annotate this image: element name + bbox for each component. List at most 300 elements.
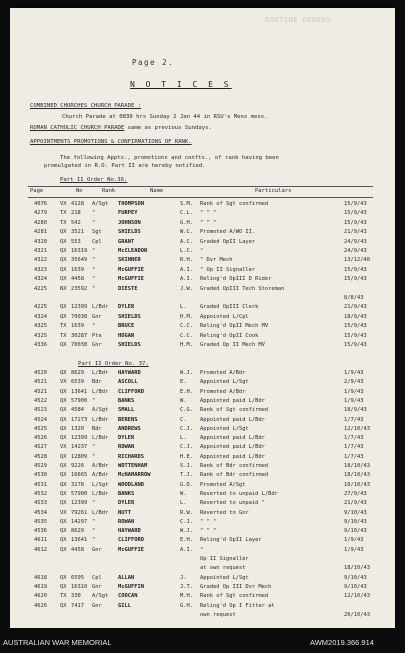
- cell-date: 15/9/43: [344, 332, 367, 339]
- cell-no: 4128: [71, 201, 84, 207]
- table-row: [10, 565, 395, 572]
- cell-part: Op II Signaller: [200, 556, 249, 562]
- table-row: [10, 342, 395, 349]
- cell-name: HAYWARD: [118, 370, 141, 376]
- cell-part: Appointed paid L/Bdr: [200, 453, 265, 460]
- cell-part: " " ": [200, 528, 217, 535]
- cell-p: 4525: [34, 425, 47, 432]
- cell-init: C.C.: [180, 323, 193, 330]
- cell-init: E.H.: [180, 388, 193, 395]
- col-page: Page: [30, 188, 44, 194]
- cell-pre: QX: [60, 528, 67, 535]
- cell-no: 16319: [71, 248, 88, 254]
- cell-p: 4321: [34, 248, 47, 254]
- cell-name: BANKS: [118, 490, 135, 497]
- cell-p: 4523: [34, 407, 47, 414]
- cell-init: C.C.: [180, 332, 193, 339]
- cell-name: SKINNER: [118, 257, 141, 264]
- document-sheet: [10, 8, 395, 628]
- cell-pre: QX: [60, 370, 67, 376]
- table-row: [10, 547, 395, 554]
- cell-no: 70038: [71, 342, 88, 348]
- table-row: [10, 612, 395, 619]
- appointments-text-2: promulgated in R.O. Part II are hereby notified.: [44, 163, 206, 169]
- cell-rank: ": [92, 210, 96, 217]
- cell-rank: ": [92, 219, 96, 226]
- cell-no: 79261: [71, 509, 88, 516]
- cell-date: 10/10/43: [344, 481, 370, 488]
- cell-no: 12809: [71, 453, 88, 460]
- cell-date: 9/10/43: [344, 583, 367, 590]
- cell-name: CLIFFORD: [118, 537, 144, 544]
- cell-pre: QX: [60, 463, 67, 469]
- cell-rank: Gnr: [92, 583, 102, 590]
- cell-p: 4535: [34, 518, 47, 525]
- rc-parade-text: same as previous Sundays.: [124, 125, 212, 131]
- cell-part: Appointed L/Sgt: [200, 379, 249, 386]
- cell-no: 12399: [71, 500, 88, 507]
- col-name: Name: [150, 188, 164, 194]
- cell-pre: QX: [60, 546, 67, 553]
- cell-p: 4324: [34, 313, 47, 320]
- cell-part: Promoted A/Sgt: [200, 481, 246, 488]
- cell-part: Graded Op III Dvr Mech: [200, 583, 272, 590]
- cell-p: 4534: [34, 509, 47, 516]
- cell-date: 27/9/43: [344, 490, 367, 497]
- cell-no: 57900: [71, 490, 88, 497]
- table-row: [10, 276, 395, 283]
- cell-p: 4320: [34, 238, 47, 245]
- cell-date: 1/7/43: [344, 453, 364, 460]
- cell-no: 13641: [71, 388, 88, 395]
- page-number: Page 2.: [132, 58, 175, 67]
- cell-date: 15/9/43: [344, 342, 367, 348]
- cell-name: HOGAN: [118, 332, 135, 339]
- order-37-heading: Part II Order No. 37.: [78, 361, 149, 367]
- cell-p: 4325: [34, 323, 47, 330]
- cell-pre: QX: [60, 602, 67, 609]
- cell-pre: QX: [60, 435, 67, 442]
- table-row: [10, 603, 395, 610]
- cell-rank: ": [92, 500, 96, 507]
- cell-part: Graded OpIII Clerk: [200, 304, 259, 311]
- cell-init: W.: [180, 490, 187, 497]
- cell-date: 15/9/43: [344, 219, 367, 226]
- table-row: [10, 210, 395, 217]
- cell-init: G.H.: [180, 219, 193, 226]
- cell-rank: ": [92, 257, 96, 264]
- cell-part: Rank of Sgt confirmed: [200, 201, 269, 207]
- cell-p: 4524: [34, 416, 47, 423]
- cell-no: 23592: [71, 285, 88, 292]
- cell-init: G.D.: [180, 481, 193, 488]
- cell-rank: L/Bdr: [92, 304, 109, 311]
- table-row: [10, 323, 395, 330]
- table-row: [10, 304, 395, 311]
- table-row: [10, 389, 395, 396]
- cell-pre: VX: [60, 379, 67, 386]
- cell-no: 218: [71, 210, 81, 217]
- cell-name: DYLER: [118, 304, 135, 311]
- cell-p: 4527: [34, 444, 47, 451]
- cell-date: 18/10/43: [344, 472, 370, 479]
- cell-name: GILL: [118, 602, 131, 609]
- cell-part: Rank of Bdr confirmed: [200, 472, 269, 479]
- table-row: [10, 295, 395, 302]
- cell-p: 4279: [34, 210, 47, 217]
- table-row: [10, 257, 395, 264]
- cell-date: 24/9/43: [344, 248, 367, 254]
- cell-rank: ": [92, 453, 96, 460]
- cell-part: Promoted A/Bdr: [200, 388, 246, 395]
- cell-part: Reling'd OpII Layer: [200, 537, 262, 544]
- table-row: [10, 398, 395, 405]
- cell-no: 330: [71, 593, 81, 600]
- cell-part: Reling'd Op I Fitter at: [200, 602, 275, 609]
- cell-rank: L/Bdr: [92, 435, 109, 442]
- cell-name: ASCOLL: [118, 379, 138, 386]
- cell-init: J.: [180, 574, 187, 581]
- cell-pre: QX: [60, 313, 67, 320]
- cell-name: NUTT: [118, 509, 131, 516]
- cell-p: 4618: [34, 574, 47, 581]
- cell-pre: QX: [60, 537, 67, 544]
- cell-pre: QX: [60, 481, 67, 488]
- cell-date: 9/10/43: [344, 574, 367, 581]
- cell-name: GRANT: [118, 238, 135, 245]
- cell-date: 2/9/43: [344, 379, 364, 386]
- cell-no: 542: [71, 219, 81, 226]
- cell-p: 4324: [34, 276, 47, 283]
- cell-p: 4280: [34, 219, 47, 226]
- cell-name: ANDREWS: [118, 425, 141, 432]
- cell-pre: QX: [60, 472, 67, 479]
- notices-title: N O T I C E S: [130, 80, 232, 89]
- cell-name: ALLAN: [118, 574, 135, 581]
- cell-part: Reverted to unpaid L/Bdr: [200, 490, 278, 497]
- table-row: [10, 510, 395, 517]
- cell-rank: L/Bdr: [92, 509, 109, 516]
- cell-rank: ": [92, 248, 96, 254]
- cell-init: R.W.: [180, 509, 193, 516]
- cell-date: 18/9/43: [344, 313, 367, 320]
- cell-rank: ": [92, 444, 96, 451]
- cell-part: Appointed paid L/Bdr: [200, 435, 265, 442]
- cell-init: L.C.: [180, 248, 193, 254]
- cell-part: " " ": [200, 518, 217, 525]
- cell-init: J.W.: [180, 285, 193, 292]
- cell-pre: QX: [60, 416, 67, 423]
- cell-name: HAYWARD: [118, 528, 141, 535]
- cell-name: McCLEADON: [118, 248, 148, 254]
- cell-no: 30287: [71, 332, 88, 339]
- cell-pre: QX: [60, 248, 67, 254]
- cell-date: 8/8/43: [344, 295, 364, 301]
- cell-part: Reling'd OpII Cook: [200, 332, 259, 339]
- cell-date: 20/10/43: [344, 611, 370, 618]
- appointments-text-1: The following Appts., promotions and confts., of rank having been: [60, 155, 279, 161]
- cell-p: 4521: [34, 379, 47, 386]
- cell-pre: QX: [60, 583, 67, 590]
- cell-rank: ": [92, 323, 96, 330]
- cell-name: SHIELDS: [118, 342, 141, 348]
- cell-date: 1/7/43: [344, 435, 364, 442]
- cell-no: 3521: [71, 229, 84, 236]
- cell-p: 4529: [34, 463, 47, 469]
- cell-no: 553: [71, 238, 81, 245]
- cell-date: 15/9/43: [344, 276, 367, 283]
- cell-init: A.I.: [180, 276, 193, 283]
- cell-rank: Bdr: [92, 379, 102, 386]
- cell-no: 12399: [71, 435, 88, 442]
- rc-parade-line: [30, 125, 212, 131]
- cell-init: M.H.: [180, 593, 193, 600]
- table-row: [10, 528, 395, 535]
- cell-init: W.: [180, 397, 187, 404]
- cell-pre: NX: [60, 285, 67, 292]
- cell-part: Rank of Sgt confirmed: [200, 407, 269, 414]
- cell-date: 15/9/43: [344, 323, 367, 330]
- cell-p: 4526: [34, 435, 47, 442]
- cell-date: 24/9/43: [344, 238, 367, 245]
- cell-part: own request: [200, 611, 236, 618]
- cell-part: Appointed paid L/Bdr: [200, 397, 265, 404]
- cell-date: 1/7/43: [344, 416, 364, 423]
- table-header-rule: [28, 197, 373, 198]
- cell-no: 4458: [71, 276, 84, 283]
- cell-name: DYLER: [118, 500, 135, 507]
- cell-rank: ": [92, 537, 96, 544]
- cell-p: 4281: [34, 229, 47, 236]
- cell-p: 4536: [34, 528, 47, 535]
- cell-p: 4528: [34, 453, 47, 460]
- cell-rank: ": [92, 276, 96, 283]
- table-row: [10, 491, 395, 498]
- cell-part: Appointed paid L/Bdr: [200, 444, 265, 451]
- cell-part: Rank of Bdr confirmed: [200, 463, 269, 469]
- table-row: [10, 267, 395, 274]
- table-row: [10, 248, 395, 255]
- cell-pre: QX: [60, 490, 67, 497]
- cell-part: " " ": [200, 219, 217, 226]
- cell-init: L.: [180, 304, 187, 311]
- cell-init: A.I.: [180, 266, 193, 273]
- table-row: [10, 519, 395, 526]
- cell-rank: Pte: [92, 332, 102, 339]
- cell-part: Reling'd OpIII D Rider: [200, 276, 272, 283]
- cell-name: SHIELDS: [118, 313, 141, 320]
- table-row: [10, 482, 395, 489]
- cell-date: 15/9/43: [344, 201, 367, 207]
- cell-no: 1320: [71, 425, 84, 432]
- cell-name: DYLER: [118, 435, 135, 442]
- cell-init: W.J.: [180, 370, 193, 376]
- cell-init: H.M.: [180, 313, 193, 320]
- table-row: [10, 454, 395, 461]
- cell-name: SMALL: [118, 407, 135, 414]
- cell-date: 18/10/43: [344, 565, 370, 572]
- cell-date: 13/12/40: [344, 257, 370, 264]
- cell-no: 1639: [71, 323, 84, 330]
- cell-pre: TX: [60, 593, 67, 600]
- cell-p: 4520: [34, 370, 47, 376]
- table-row: [10, 229, 395, 236]
- column-headers: [10, 188, 395, 196]
- table-row: [10, 472, 395, 479]
- cell-rank: A/Sgt: [92, 407, 109, 414]
- cell-p: 4533: [34, 500, 47, 507]
- order-36-heading: Part II Order No.36.: [60, 177, 128, 183]
- col-rank: Rank: [102, 188, 116, 194]
- cell-part: " Op II Signaller: [200, 266, 256, 273]
- cell-part: Graded Op II Mech MV: [200, 342, 265, 348]
- cell-no: 6539: [71, 379, 84, 386]
- table-row: [10, 417, 395, 424]
- cell-no: 14297: [71, 518, 88, 525]
- cell-init: S.M.: [180, 201, 193, 207]
- cell-pre: TX: [60, 323, 67, 330]
- cell-init: T.J.: [180, 472, 193, 479]
- cell-date: 12/10/43: [344, 593, 370, 600]
- cell-p: 4530: [34, 472, 47, 479]
- ghost-header: ROUTINE ORDERS: [265, 16, 332, 24]
- church-parade-heading: COMBINED CHURCHES CHURCH PARADE :: [30, 103, 142, 109]
- cell-date: 21/9/43: [344, 304, 367, 311]
- cell-p: 4522: [34, 397, 47, 404]
- cell-part: ": [200, 248, 204, 254]
- cell-part: Reverted to unpaid ": [200, 500, 265, 507]
- cell-name: THOMPSON: [118, 201, 144, 207]
- cell-p: 4325: [34, 332, 47, 339]
- cell-no: 3278: [71, 481, 84, 488]
- cell-init: S.J.: [180, 463, 193, 469]
- cell-rank: A/Sgt: [92, 593, 109, 600]
- cell-p: 4619: [34, 583, 47, 590]
- cell-part: Graded OpII Layer: [200, 238, 256, 245]
- cell-rank: ": [92, 266, 96, 273]
- cell-pre: QX: [60, 453, 67, 460]
- cell-pre: QX: [60, 342, 67, 348]
- cell-name: FURPEY: [118, 210, 138, 217]
- cell-name: WOODLAND: [118, 481, 144, 488]
- cell-name: BERENS: [118, 416, 138, 423]
- cell-no: 57900: [71, 397, 88, 404]
- cell-init: H.M.: [180, 342, 193, 348]
- cell-rank: L/Bdr: [92, 416, 109, 423]
- rc-parade-heading: ROMAN CATHOLIC CHURCH PARADE: [30, 125, 125, 131]
- appointments-heading: APPOINTMENTS PROMOTIONS & CONFIRMATIONS OF RANK.: [30, 139, 192, 145]
- cell-rank: A/Bdr: [92, 463, 109, 469]
- cell-no: 7417: [71, 602, 84, 609]
- cell-pre: QX: [60, 304, 67, 311]
- cell-date: 21/9/43: [344, 229, 367, 236]
- cell-rank: Gnr: [92, 602, 102, 609]
- cell-part: " " ": [200, 210, 217, 217]
- cell-p: 4626: [34, 602, 47, 609]
- cell-date: 1/9/43: [344, 546, 364, 553]
- cell-date: 18/10/43: [344, 463, 370, 469]
- cell-name: CLIFFORD: [118, 388, 144, 395]
- cell-pre: QX: [60, 238, 67, 245]
- cell-part: " Dvr Mech: [200, 257, 233, 264]
- cell-pre: QX: [60, 574, 67, 581]
- cell-pre: VX: [60, 201, 67, 207]
- cell-no: 13641: [71, 537, 88, 544]
- cell-rank: L/Bdr: [92, 370, 109, 376]
- cell-p: 4323: [34, 266, 47, 273]
- cell-name: McGUFFIN: [118, 583, 144, 590]
- cell-init: C.: [180, 416, 187, 423]
- cell-init: W.J.: [180, 528, 193, 535]
- cell-pre: QX: [60, 407, 67, 414]
- cell-rank: A/Sgt: [92, 201, 109, 207]
- cell-rank: ": [92, 528, 96, 535]
- cell-no: 8629: [71, 370, 84, 376]
- cell-part: Appointed L/Cpl: [200, 313, 249, 320]
- cell-part: at own request: [200, 565, 246, 572]
- cell-p: 4076: [34, 201, 47, 207]
- cell-rank: Gnr: [92, 313, 102, 320]
- church-parade-text: Church Parade at 0830 hrs Sunday 2 Jan 44 in RSU's Mens mess.: [62, 114, 268, 120]
- cell-name: ROWAN: [118, 518, 135, 525]
- cell-pre: VX: [60, 509, 67, 516]
- archive-footer: [0, 628, 405, 653]
- cell-init: W.C.: [180, 229, 193, 236]
- cell-no: 9226: [71, 463, 84, 469]
- cell-pre: QX: [60, 229, 67, 236]
- cell-rank: Gnr: [92, 546, 102, 553]
- footer-reference: AWM2019.366.914: [310, 638, 374, 647]
- cell-name: WOTTENHAM: [118, 463, 148, 469]
- col-no: No: [76, 188, 83, 194]
- cell-pre: QX: [60, 518, 67, 525]
- cell-pre: QX: [60, 500, 67, 507]
- cell-part: Promoted A/Bdr: [200, 370, 246, 376]
- cell-p: 4612: [34, 546, 47, 553]
- cell-pre: QX: [60, 388, 67, 395]
- cell-rank: L/Sgt: [92, 481, 109, 488]
- cell-part: Appointed L/Sgt: [200, 425, 249, 432]
- cell-date: 9/10/43: [344, 509, 367, 516]
- cell-date: 1/9/43: [344, 397, 364, 404]
- cell-part: Reverted to Gnr: [200, 509, 249, 516]
- cell-rank: Gnr: [92, 342, 102, 348]
- cell-rank: Cpl: [92, 238, 102, 245]
- cell-part: Rank of Sgt confirmed: [200, 593, 269, 600]
- cell-name: BRUCE: [118, 323, 135, 330]
- cell-date: 9/10/43: [344, 518, 367, 525]
- cell-init: C.G.: [180, 407, 193, 414]
- cell-rank: ": [92, 518, 96, 525]
- cell-no: 8629: [71, 528, 84, 535]
- cell-date: 1/7/43: [344, 444, 364, 451]
- cell-no: 16665: [71, 472, 88, 479]
- table-row: [10, 220, 395, 227]
- table-row: [10, 537, 395, 544]
- cell-rank: Bdr: [92, 425, 102, 432]
- cell-name: DIESTE: [118, 285, 138, 292]
- cell-init: A.C.: [180, 238, 193, 245]
- cell-no: 35649: [71, 257, 88, 264]
- table-row: [10, 444, 395, 451]
- cell-date: 15/9/43: [344, 210, 367, 217]
- cell-pre: TX: [60, 332, 67, 339]
- cell-name: BANKS: [118, 397, 135, 404]
- col-particulars: Particulars: [255, 188, 292, 194]
- table-row: [10, 407, 395, 414]
- cell-part: Promoted A/WO II.: [200, 229, 256, 236]
- cell-p: 4531: [34, 481, 47, 488]
